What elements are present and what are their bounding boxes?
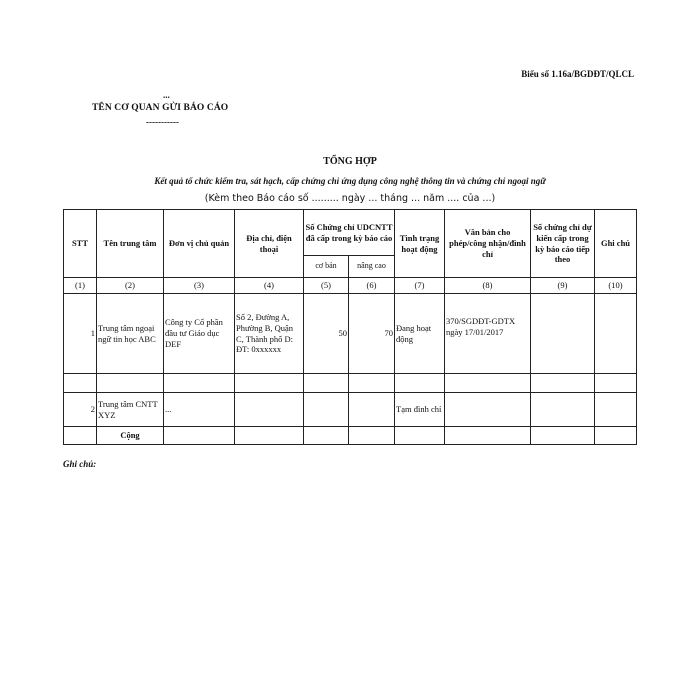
row-stt: 1 [64, 294, 97, 374]
header-certs-basic: cơ bản [304, 256, 349, 278]
row-address: Số 2, Đường A, Phường B, Quận C, Thành phố D: [236, 311, 294, 344]
header-certs-issued: Số Chứng chỉ UDCNTT đã cấp trong kỳ báo cáo [304, 210, 395, 256]
row-center-name: Trung tâm CNTT XYZ [97, 393, 164, 427]
row-permit-doc: 370/SGDĐT-GDTX ngày 17/01/2017 [445, 294, 531, 374]
org-dots: ... [163, 90, 170, 100]
header-note: Ghi chú [595, 210, 637, 278]
col-number: (9) [531, 278, 595, 294]
row-stt: 2 [64, 393, 97, 427]
total-row [64, 427, 637, 445]
header-center-name: Tên trung tâm [97, 210, 164, 278]
row-phone: ĐT: 0xxxxxx [236, 344, 282, 355]
row-managing-unit: Công ty Cổ phần đầu tư Giáo dục DEF [164, 294, 235, 374]
col-number: (1) [64, 278, 97, 294]
table-row [64, 393, 637, 427]
empty-row [64, 374, 637, 393]
total-label: Cộng [97, 427, 164, 445]
row-managing-unit: ... [164, 393, 235, 427]
document-subtitle: Kết quả tổ chức kiểm tra, sát hạch, cấp chứng chỉ ứng dụng công nghệ thông tin và chứng chỉ ngoại ngữ [154, 176, 546, 186]
row-certs-advanced [349, 393, 395, 427]
col-number: (7) [395, 278, 445, 294]
row-status: Tạm đình chỉ [395, 393, 445, 427]
row-note [595, 393, 637, 427]
row-center-name: Trung tâm ngoại ngữ tin học ABC [97, 294, 164, 374]
col-number: (8) [445, 278, 531, 294]
header-status: Tình trạng hoạt động [395, 210, 445, 278]
form-code: Biểu số 1.16a/BGDĐT/QLCL [521, 69, 634, 79]
row-certs-basic [304, 393, 349, 427]
header-permit-doc: Văn bản cho phép/công nhận/đình chỉ [445, 210, 531, 278]
header-certs-expected: Số chứng chỉ dự kiến cấp trong kỳ báo cáo tiếp theo [531, 210, 595, 278]
col-number: (10) [595, 278, 637, 294]
header-row [64, 210, 637, 256]
row-certs-basic: 50 [304, 294, 349, 374]
col-number: (2) [97, 278, 164, 294]
col-number: (5) [304, 278, 349, 294]
table-row [64, 294, 637, 374]
col-number: (6) [349, 278, 395, 294]
reporting-agency-name: TÊN CƠ QUAN GỬI BÁO CÁO [92, 103, 229, 113]
row-certs-expected [531, 393, 595, 427]
document-title: TỔNG HỢP [323, 156, 377, 167]
row-certs-advanced: 70 [349, 294, 395, 374]
header-stt: STT [64, 210, 97, 278]
row-address-phone [235, 393, 304, 427]
row-note [595, 294, 637, 374]
document-reference: (Kèm theo Báo cáo số ......... ngày ... tháng ... năm .... của ...) [204, 193, 496, 204]
org-separator: ----------- [146, 117, 179, 127]
header-certs-advanced: nâng cao [349, 256, 395, 278]
footer-note: Ghi chú: [63, 459, 97, 469]
header-address-phone: Địa chỉ, điện thoại [235, 210, 304, 278]
header-managing-unit: Đơn vị chủ quản [164, 210, 235, 278]
summary-table [63, 209, 637, 445]
column-number-row [64, 278, 637, 294]
col-number: (4) [235, 278, 304, 294]
row-permit-doc [445, 393, 531, 427]
row-address-phone [235, 294, 304, 374]
col-number: (3) [164, 278, 235, 294]
row-certs-expected [531, 294, 595, 374]
row-status: Đang hoạt động [395, 294, 445, 374]
